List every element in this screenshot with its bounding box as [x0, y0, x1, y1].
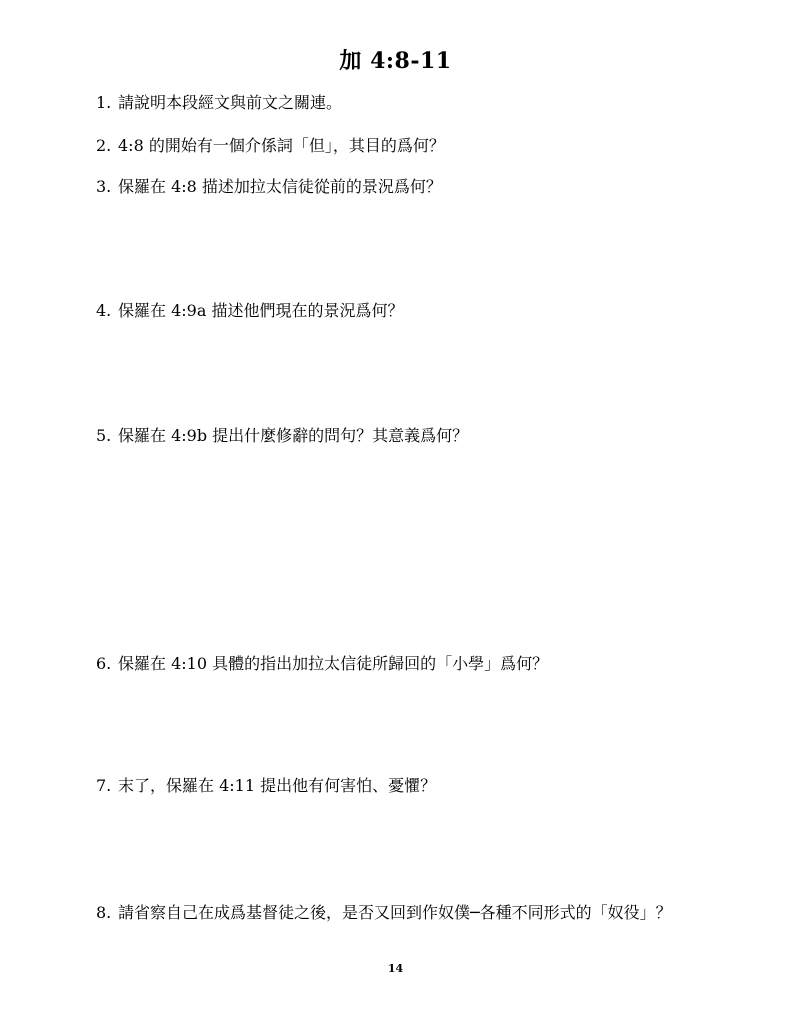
- question-7: [96, 773, 706, 799]
- question-number: 8.: [96, 903, 112, 922]
- question-2: [96, 133, 706, 159]
- question-text: 請說明本段經文與前文之關連。: [118, 93, 343, 112]
- question-8: [96, 900, 706, 926]
- question-text: 4:8 的開始有一個介係詞「但」，其目的爲何？: [118, 136, 445, 155]
- question-number: 4.: [96, 301, 112, 320]
- question-text: 請省察自己在成爲基督徒之後，是否又回到作奴僕─各種不同形式的「奴役」？: [118, 903, 672, 922]
- question-number: 1.: [96, 93, 112, 112]
- question-1: [96, 90, 706, 116]
- question-text: 保羅在 4:8 描述加拉太信徒從前的景況爲何？: [118, 177, 442, 196]
- question-4: [96, 298, 706, 324]
- question-text: 保羅在 4:9b 提出什麼修辭的問句？其意義爲何？: [118, 426, 469, 445]
- question-number: 5.: [96, 426, 112, 445]
- page-title: 加 4:8-11: [339, 48, 452, 74]
- question-text: 保羅在 4:9a 描述他們現在的景況爲何？: [118, 301, 404, 320]
- question-text: 末了，保羅在 4:11 提出他有何害怕、憂懼？: [118, 776, 437, 795]
- question-3: [96, 174, 706, 200]
- question-text: 保羅在 4:10 具體的指出加拉太信徒所歸回的「小學」爲何？: [118, 654, 549, 673]
- question-6: [96, 651, 706, 677]
- question-number: 7.: [96, 776, 112, 795]
- question-number: 3.: [96, 177, 112, 196]
- question-number: 2.: [96, 136, 112, 155]
- question-number: 6.: [96, 654, 112, 673]
- question-5: [96, 423, 706, 449]
- page-number: 14: [387, 962, 404, 975]
